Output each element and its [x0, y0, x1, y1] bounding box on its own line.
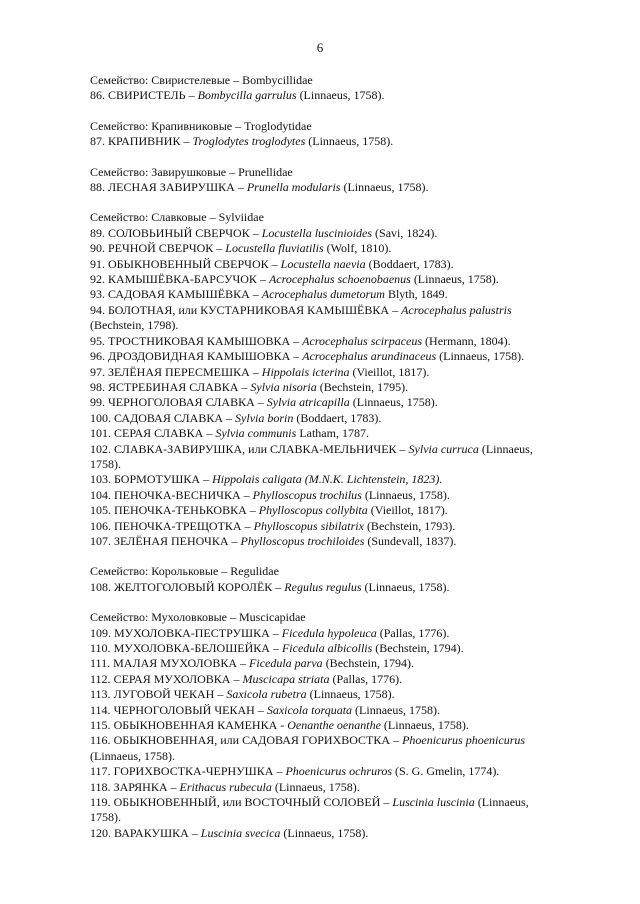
- separator: –: [269, 641, 282, 655]
- separator: –: [241, 518, 254, 533]
- species-name-ru: ЗЕЛЁНАЯ ПЕРЕСМЕШКА: [108, 364, 250, 379]
- family-section: [90, 610, 560, 841]
- separator: –: [213, 241, 226, 256]
- species-name-latin: Locustella fluviatilis: [225, 241, 324, 256]
- family-section: [90, 210, 560, 549]
- family-heading: Семейство: Крапивниковые – Troglodytidae: [90, 118, 312, 133]
- species-author: (Linnaeus, 1758).: [380, 718, 469, 733]
- species-name-ru: САДОВАЯ СЛАВКА: [114, 410, 224, 425]
- species-entry: [90, 395, 560, 410]
- species-author: (Vieillot, 1817).: [367, 503, 448, 518]
- family-heading: Семейство: Корольковые – Regulidae: [90, 564, 279, 579]
- species-name-latin: Ficedula hypoleuca: [281, 625, 377, 640]
- species-entry: [90, 380, 560, 395]
- species-number: 118.: [90, 779, 111, 794]
- separator: –: [256, 272, 269, 287]
- species-entry: [90, 303, 560, 334]
- species-entry: [90, 672, 560, 687]
- species-name-latin: Acrocephalus arundinaceus: [302, 349, 437, 364]
- species-number: 116.: [90, 733, 111, 748]
- species-number: 105.: [90, 503, 111, 518]
- species-number: 113.: [90, 687, 111, 702]
- species-entry: [90, 534, 560, 549]
- species-number: 94.: [90, 302, 105, 317]
- species-entry: [90, 733, 560, 764]
- separator: –: [389, 302, 402, 317]
- species-entry: [90, 764, 560, 779]
- species-name-latin: Prunella modularis: [246, 180, 341, 195]
- species-name-latin: Hippolais caligata (M.N.K. Lichtenstein, 1823).: [212, 472, 443, 487]
- species-name-latin: Phylloscopus sibilatrix: [253, 518, 364, 533]
- species-number: 97.: [90, 364, 105, 379]
- species-author: (Wolf, 1810).: [323, 241, 392, 256]
- species-name-latin: Phoenicurus ochruros: [285, 764, 392, 779]
- species-name-ru: СЛАВКА-ЗАВИРУШКА, или СЛАВКА-МЕЛЬНИЧЕК: [114, 441, 397, 456]
- species-number: 86.: [90, 88, 105, 103]
- separator: –: [269, 625, 282, 640]
- species-name-latin: Hippolais icterina: [261, 364, 350, 379]
- species-author: (Bechstein, 1798).: [90, 318, 179, 333]
- species-author: (Linnaeus, 1758).: [306, 687, 395, 702]
- separator: –: [228, 533, 241, 548]
- species-author: (Bechstein, 1794).: [322, 656, 414, 671]
- species-number: 95.: [90, 333, 105, 348]
- species-author: (Linnaeus, 1758).: [340, 180, 429, 195]
- species-number: 112.: [90, 671, 111, 686]
- family-heading: Семейство: Завирушковые – Prunellidae: [90, 164, 293, 179]
- species-name-ru: ЧЕРНОГОЛОВЫЙ ЧЕКАН: [113, 702, 255, 717]
- species-number: 110.: [90, 641, 111, 655]
- species-name-ru: СЕРАЯ СЛАВКА: [114, 426, 204, 441]
- separator: –: [249, 287, 262, 302]
- species-name-ru: МУХОЛОВКА-БЕЛОШЕЙКА: [113, 641, 270, 655]
- species-author: (Linnaeus, 1758).: [352, 702, 441, 717]
- species-author: (Linnaeus, 1758).: [90, 748, 175, 763]
- species-number: 111.: [90, 656, 111, 671]
- species-name-latin: Ficedula parva: [249, 656, 323, 671]
- species-list: [90, 73, 560, 856]
- species-name-latin: Luscinia svecica: [200, 825, 281, 840]
- species-name-ru: ОБЫКНОВЕННАЯ КАМЕНКА: [113, 718, 278, 733]
- species-author: (Hermann, 1804).: [422, 333, 511, 348]
- family-heading: Семейство: Мухоловковые – Muscicapidae: [90, 610, 306, 625]
- species-entry: [90, 472, 560, 487]
- species-number: 100.: [90, 410, 111, 425]
- separator: –: [290, 333, 303, 348]
- species-author: (Linnaeus, 1758).: [280, 825, 369, 840]
- species-number: 104.: [90, 487, 111, 502]
- family-section: [90, 564, 560, 595]
- species-number: 114.: [90, 702, 111, 717]
- species-author: (Linnaeus, 1758).: [90, 441, 533, 471]
- species-name-latin: Troglodytes troglodytes: [192, 134, 306, 149]
- separator: –: [223, 410, 236, 425]
- species-number: 107.: [90, 533, 111, 548]
- species-entry: [90, 411, 560, 426]
- species-author: (Pallas, 1776).: [329, 671, 403, 686]
- species-author: (Boddaert, 1783).: [365, 256, 454, 271]
- species-author: (Linnaeus, 1758).: [361, 487, 450, 502]
- species-author: (Linnaeus, 1758).: [410, 272, 499, 287]
- species-entry: [90, 134, 560, 149]
- separator: –: [254, 702, 267, 717]
- species-author: (Savi, 1824).: [372, 225, 438, 240]
- separator: –: [237, 656, 250, 671]
- species-number: 96.: [90, 349, 105, 364]
- species-name-ru: ЧЕРНОГОЛОВАЯ СЛАВКА: [108, 395, 255, 410]
- species-number: 90.: [90, 241, 105, 256]
- species-name-ru: ВАРАКУШКА: [114, 825, 189, 840]
- species-name-ru: СОЛОВЬИНЫЙ СВЕРЧОК: [108, 225, 250, 240]
- species-entry: [90, 826, 560, 841]
- species-name-latin: Acrocephalus schoenobaenus: [268, 272, 411, 287]
- species-name-latin: Phoenicurus phoenicurus: [402, 733, 526, 748]
- species-entry: [90, 257, 560, 272]
- species-entry: [90, 703, 560, 718]
- species-name-ru: ТРОСТНИКОВАЯ КАМЫШОВКА: [108, 333, 291, 348]
- species-name-latin: Regulus regulus: [284, 579, 362, 594]
- species-author: (Linnaeus, 1758).: [436, 349, 525, 364]
- species-number: 119.: [90, 795, 111, 810]
- separator: –: [167, 779, 180, 794]
- species-entry: [90, 503, 560, 518]
- species-name-ru: КАМЫШЁВКА-БАРСУЧОК: [108, 272, 257, 287]
- separator: –: [254, 395, 267, 410]
- species-entry: [90, 687, 560, 702]
- separator: –: [380, 795, 393, 810]
- species-name-ru: СЕРАЯ МУХОЛОВКА: [113, 671, 231, 686]
- species-name-latin: Saxicola rubetra: [226, 687, 307, 702]
- species-name-latin: Phylloscopus trochilus: [252, 487, 362, 502]
- species-entry: [90, 287, 560, 302]
- species-number: 109.: [90, 625, 111, 640]
- species-name-latin: Sylvia atricapilla: [266, 395, 350, 410]
- separator: –: [188, 825, 201, 840]
- species-author: (Linnaeus, 1758).: [296, 88, 385, 103]
- species-name-latin: Sylvia curruca: [408, 441, 479, 456]
- species-number: 102.: [90, 441, 111, 456]
- species-name-latin: Luscinia luscinia: [392, 795, 475, 810]
- species-entry: [90, 580, 560, 595]
- separator: –: [238, 379, 251, 394]
- species-author: Latham, 1787.: [296, 426, 369, 441]
- species-number: 106.: [90, 518, 111, 533]
- species-author: (Sundevall, 1837).: [364, 533, 457, 548]
- species-name-latin: Sylvia borin: [235, 410, 294, 425]
- species-name-ru: МАЛАЯ МУХОЛОВКА: [113, 656, 238, 671]
- species-number: 92.: [90, 272, 105, 287]
- separator: –: [290, 349, 303, 364]
- species-author: (Linnaeus, 1758).: [90, 795, 529, 825]
- species-author: Blyth, 1849.: [384, 287, 448, 302]
- separator: –: [246, 503, 259, 518]
- species-name-ru: ЗАРЯНКА: [113, 779, 168, 794]
- species-entry: [90, 349, 560, 364]
- separator: –: [185, 88, 198, 103]
- separator: –: [396, 441, 409, 456]
- species-number: 101.: [90, 426, 111, 441]
- species-entry: [90, 780, 560, 795]
- family-section: [90, 119, 560, 150]
- separator: -: [277, 718, 288, 733]
- species-name-latin: Sylvia nisoria: [250, 379, 317, 394]
- species-number: 98.: [90, 379, 105, 394]
- family-heading: Семейство: Славковые – Sylviidae: [90, 210, 264, 225]
- species-author: (Linnaeus, 1758).: [361, 579, 450, 594]
- species-author: (Linnaeus, 1758).: [349, 395, 438, 410]
- species-name-ru: МУХОЛОВКА-ПЕСТРУШКА: [114, 625, 270, 640]
- separator: –: [249, 364, 262, 379]
- species-entry: [90, 442, 560, 473]
- species-entry: [90, 519, 560, 534]
- species-name-ru: ПЕНОЧКА-ТЕНЬКОВКА: [114, 503, 247, 518]
- species-entry: [90, 626, 560, 641]
- species-author: (Bechstein, 1794).: [372, 641, 464, 655]
- species-entry: [90, 180, 560, 195]
- species-name-ru: ДРОЗДОВИДНАЯ КАМЫШОВКА: [108, 349, 291, 364]
- species-entry: [90, 88, 560, 103]
- species-entry: [90, 272, 560, 287]
- separator: –: [390, 733, 403, 748]
- species-name-latin: Sylvia communis: [215, 426, 297, 441]
- species-name-latin: Acrocephalus palustris: [401, 302, 512, 317]
- species-name-ru: ОБЫКНОВЕННЫЙ, или ВОСТОЧНЫЙ СОЛОВЕЙ: [113, 795, 381, 810]
- species-name-latin: Phylloscopus collybita: [258, 503, 368, 518]
- species-author: (S. G. Gmelin, 1774).: [391, 764, 500, 779]
- species-author: (Bechstein, 1795).: [316, 379, 409, 394]
- species-name-ru: ЗЕЛЁНАЯ ПЕНОЧКА: [114, 533, 229, 548]
- species-entry: [90, 718, 560, 733]
- species-name-ru: ГОРИХВОСТКА-ЧЕРНУШКА: [113, 764, 274, 779]
- species-number: 88.: [90, 180, 105, 195]
- species-entry: [90, 488, 560, 503]
- species-name-ru: ЖЕЛТОГОЛОВЫЙ КОРОЛЁК: [114, 579, 273, 594]
- separator: –: [273, 764, 286, 779]
- species-entry: [90, 334, 560, 349]
- species-name-ru: БОРМОТУШКА: [114, 472, 201, 487]
- species-name-ru: БОЛОТНАЯ, или КУСТАРНИКОВАЯ КАМЫШЁВКА: [108, 302, 390, 317]
- separator: –: [214, 687, 227, 702]
- species-name-latin: Erithacus rubecula: [179, 779, 272, 794]
- separator: –: [230, 671, 243, 686]
- species-author: (Pallas, 1776).: [376, 625, 450, 640]
- species-entry: [90, 426, 560, 441]
- species-author: (Vieillot, 1817).: [349, 364, 430, 379]
- separator: –: [180, 134, 193, 149]
- species-author: (Linnaeus, 1758).: [305, 134, 394, 149]
- species-entry: [90, 226, 560, 241]
- species-number: 120.: [90, 825, 111, 840]
- species-name-ru: ЛЕСНАЯ ЗАВИРУШКА: [108, 180, 235, 195]
- species-name-latin: Saxicola torquata: [266, 702, 353, 717]
- family-section: [90, 165, 560, 196]
- species-author: (Boddaert, 1783).: [293, 410, 382, 425]
- species-name-ru: ЛУГОВОЙ ЧЕКАН: [113, 687, 215, 702]
- species-name-latin: Acrocephalus dumetorum: [261, 287, 385, 302]
- separator: –: [249, 225, 262, 240]
- species-number: 93.: [90, 287, 105, 302]
- separator: –: [240, 487, 253, 502]
- species-number: 87.: [90, 134, 105, 149]
- species-author: (Bechstein, 1793).: [363, 518, 456, 533]
- separator: –: [268, 256, 281, 271]
- species-entry: [90, 365, 560, 380]
- family-heading: Семейство: Свиристелевые – Bombycillidae: [90, 73, 313, 87]
- species-author: (Linnaeus, 1758).: [271, 779, 360, 794]
- species-name-latin: Locustella luscinioides: [261, 225, 373, 240]
- species-name-ru: ЯСТРЕБИНАЯ СЛАВКА: [108, 379, 239, 394]
- species-name-latin: Bombycilla garrulus: [197, 88, 297, 103]
- species-name-ru: ОБЫКНОВЕННАЯ, или САДОВАЯ ГОРИХВОСТКА: [113, 733, 391, 748]
- species-name-ru: САДОВАЯ КАМЫШЁВКА: [108, 287, 250, 302]
- species-entry: [90, 241, 560, 256]
- species-number: 99.: [90, 395, 105, 410]
- separator: –: [200, 472, 213, 487]
- species-name-ru: СВИРИСТЕЛЬ: [108, 88, 186, 103]
- species-name-ru: ПЕНОЧКА-ВЕСНИЧКА: [114, 487, 241, 502]
- species-number: 108.: [90, 579, 111, 594]
- species-entry: [90, 641, 560, 656]
- species-entry: [90, 795, 560, 826]
- species-number: 89.: [90, 225, 105, 240]
- species-name-ru: КРАПИВНИК: [108, 134, 181, 149]
- species-name-latin: Locustella naevia: [280, 256, 366, 271]
- species-name-latin: Acrocephalus scirpaceus: [302, 333, 423, 348]
- separator: –: [272, 579, 285, 594]
- species-name-ru: РЕЧНОЙ СВЕРЧОК: [108, 241, 214, 256]
- species-number: 117.: [90, 764, 111, 779]
- species-name-ru: ОБЫКНОВЕННЫЙ СВЕРЧОК: [108, 256, 269, 271]
- family-section: [90, 73, 560, 104]
- species-name-latin: Phylloscopus trochiloides: [240, 533, 365, 548]
- species-number: 115.: [90, 718, 111, 733]
- species-number: 91.: [90, 256, 105, 271]
- species-number: 103.: [90, 472, 111, 487]
- separator: –: [203, 426, 216, 441]
- species-name-latin: Ficedula albicollis: [281, 641, 373, 655]
- species-entry: [90, 656, 560, 671]
- species-name-latin: Oenanthe oenanthe: [287, 718, 381, 733]
- page-number: 6: [316, 40, 324, 55]
- species-name-ru: ПЕНОЧКА-ТРЕЩОТКА: [114, 518, 242, 533]
- species-name-latin: Muscicapa striata: [242, 671, 330, 686]
- separator: –: [234, 180, 247, 195]
